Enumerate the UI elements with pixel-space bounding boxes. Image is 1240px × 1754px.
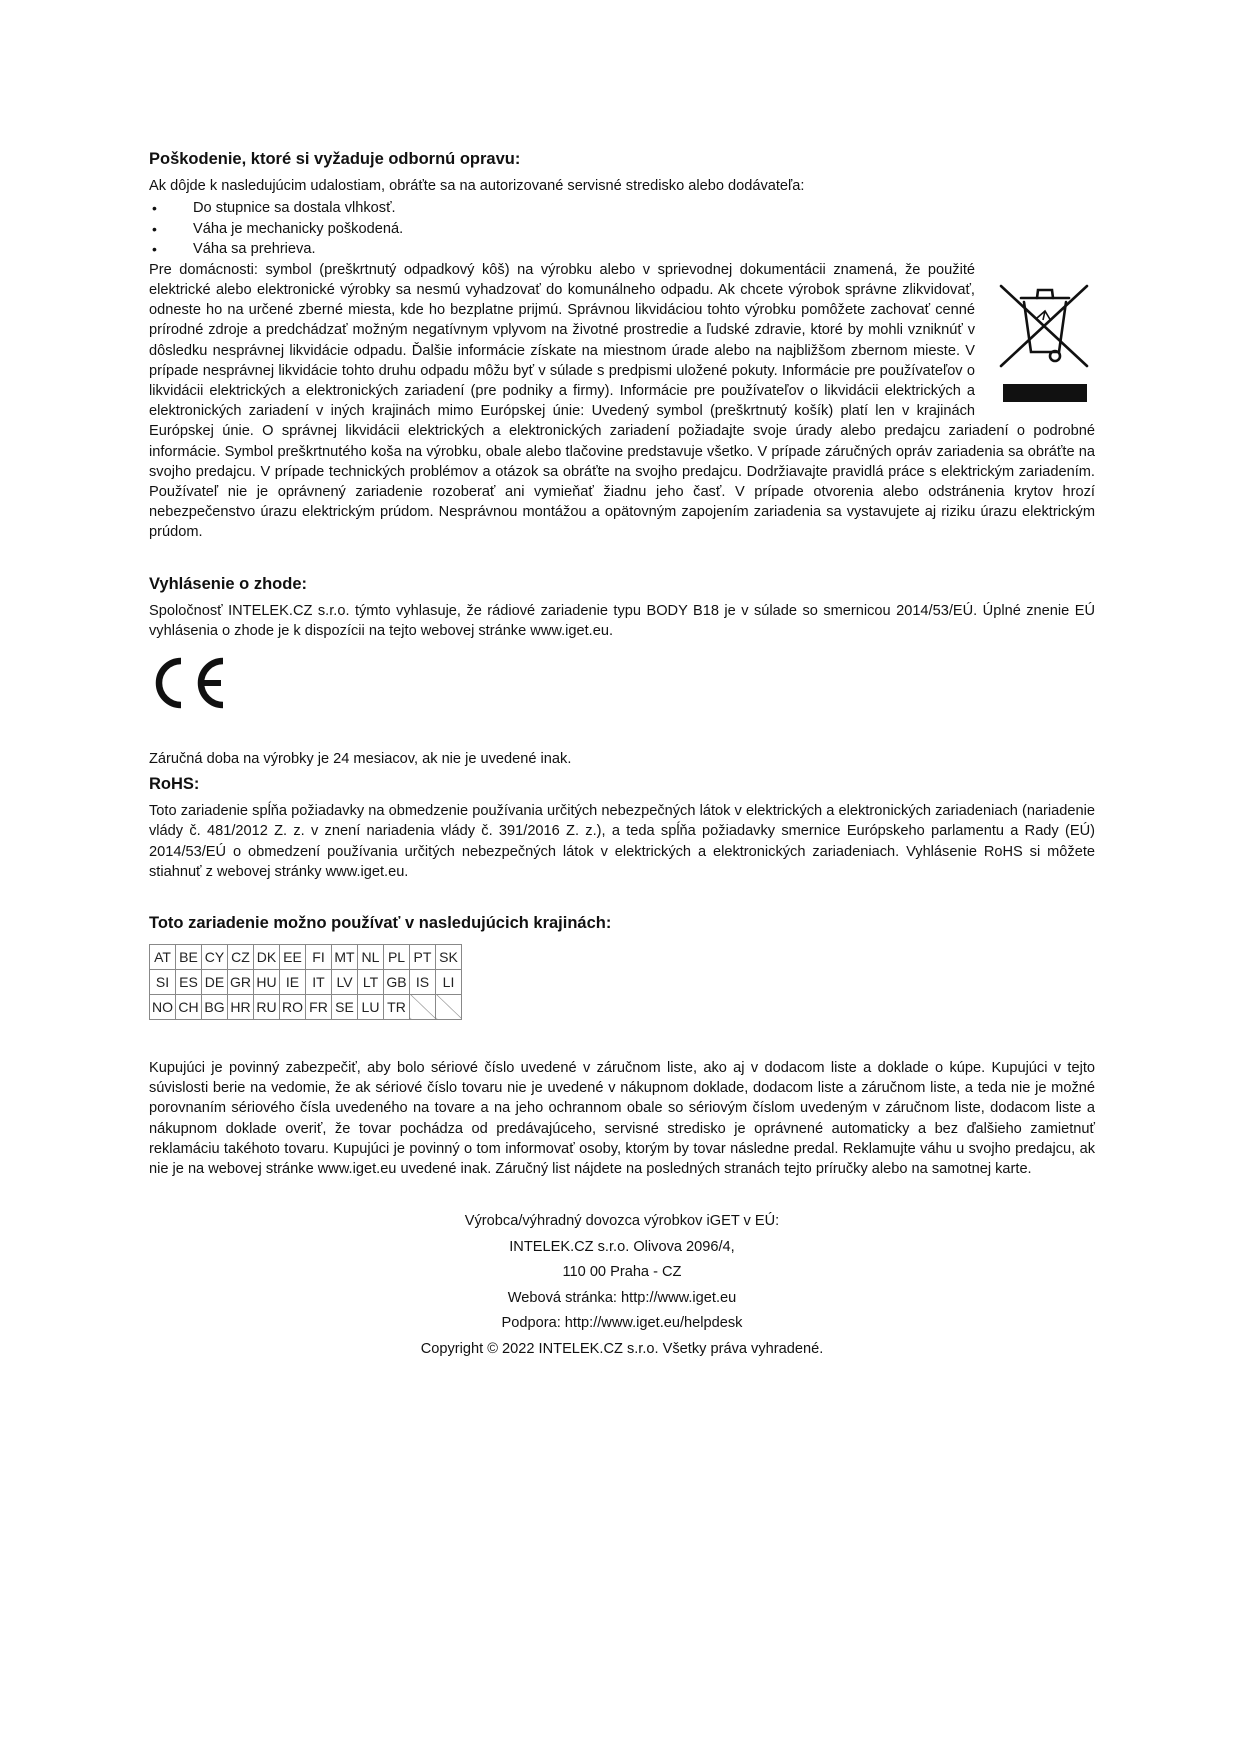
footer-line: Webová stránka: http://www.iget.eu xyxy=(507,1289,737,1306)
footer-line: INTELEK.CZ s.r.o. Olivova 2096/4, xyxy=(509,1238,735,1255)
repair-heading: Poškodenie, ktoré si vyžaduje odbornú opravu: xyxy=(149,150,521,168)
country-cell: HU xyxy=(254,969,280,994)
rohs-text: Toto zariadenie spĺňa požiadavky na obmedzenie používania určitých nebezpečných látok v elektrických a elektronických zariadeniach (nariadenie vlády č. 481/2012 Z. z. v znení nariadenia vlády č. 391/2016 Z. z.), a teda spĺňa požiadavky smernice Európskeho parlamentu a Rady (EÚ) 2014/53/EÚ o obmedzení používania určitých nebezpečných látok v elektrických a elektronických zariadeniach. Vyhlásenie RoHS si môžete stiahnuť z webovej stránky www.iget.eu. xyxy=(149,803,1095,880)
list-item: • Váha sa prehrieva. xyxy=(149,239,1095,260)
country-cell: BG xyxy=(202,994,228,1019)
manufacturer-footer xyxy=(149,1209,1095,1362)
country-cell: RO xyxy=(280,994,306,1019)
serial-text: Kupujúci je povinný zabezpečiť, aby bolo sériové číslo uvedené v záručnom liste, ako aj v dodacom liste a doklade o kúpe. Kupujúci v tejto súvislosti berie na vedomie, že ak sériové číslo tovaru nie je uvedené v nákupnom doklade, dodacom liste a záručnom liste, a teda nie je možné porovnaním sériového čísla uvedeného na tovare a na jeho ochrannom obale so sériovým číslom uvedeným v záručnom liste, dodacom liste a nákupnom doklade overiť, že tovar pochádza od predávajúceho, servisné stredisko je oprávnené automaticky a bez ďalšieho zamietnuť reklamáciu takéhoto tovaru. Kupujúci je povinný o tom informovať osoby, ktorým by tovar následne predal. Reklamujte váhu u svojho predajcu, ak nie je na webovej stránke www.iget.eu uvedené inak. Záručný list nájdete na posledných stranách tejto príručky alebo na samotnej karte. xyxy=(149,1059,1095,1177)
footer-line: Podpora: http://www.iget.eu/helpdesk xyxy=(501,1315,743,1332)
country-cell: MT xyxy=(332,944,358,969)
country-cell: GB xyxy=(384,969,410,994)
list-item: • Váha je mechanicky poškodená. xyxy=(149,219,1095,240)
disposal-text: Pre domácnosti: symbol (preškrtnutý odpadkový kôš) na výrobku alebo v sprievodnej dokumentácii znamená, že použité elektrické alebo elektronické výrobky sa nesmú vyhadzovať do komunálneho odpadu. Ak chcete výrobok správne zlikvidovať, odneste ho na určené zberné miesta, kde ho bezplatne prijmú. Správnou likvidáciou tohto výrobku pomôžete zachovať cenné prírodné zdroje a predchádzať možným negatívnym vplyvom na životné prostredie a ľudské zdravie, ktoré by mohli vzniknúť v dôsledku nesprávnej likvidácie odpadu. Ďalšie informácie získate na miestnom úrade alebo na najbližšom zbernom mieste. V prípade nesprávnej likvidácie tohto druhu odpadu môžu byť v súlade s predpismi uložené pokuty. Informácie pre používateľov o likvidácii elektrických a elektronických zariadení (pre podniky a firmy). Informácie pre používateľov o likvidácii elektrických a elektronických zariadení v iných krajinách mimo Európskej únie: Uvedený symbol (preškrtnutý košík) platí len v krajinách Európskej únie. O správnej likvidácii elektrických a elektronických zariadení požiadajte svoje úrady alebo predajcu zariadení o podrobné informácie. Symbol preškrtnutého koša na výrobku, obale alebo tlačovine predstavuje všetko. V prípade záručných opráv zariadenia sa obráťte na svojho predajcu. V prípade technických problémov a otázok sa obráťte na svojho predajcu. Dodržiavajte pravidlá práce s elektrickým zariadením. Používateľ nie je oprávnený zariadenie rozoberať ani vymieňať žiadnu jeho časť. V prípade otvorenia alebo odstránenia krytov hrozí nebezpečenstvo úrazu elektrickým prúdom. Nesprávnou montážou a opätovným zapojením zariadenia sa vystavujete aj riziku úrazu elektrickým prúdom. xyxy=(149,261,1095,541)
country-cell: FR xyxy=(306,994,332,1019)
list-item: • Do stupnice sa dostala vlhkosť. xyxy=(149,198,1095,219)
countries-heading: Toto zariadenie možno používať v nasledujúcich krajinách: xyxy=(149,913,612,932)
footer-line: Výrobca/výhradný dovozca výrobkov iGET v EÚ: xyxy=(464,1213,780,1230)
empty-country-cell xyxy=(410,994,436,1019)
country-cell: AT xyxy=(150,944,176,969)
country-cell: IS xyxy=(410,969,436,994)
country-cell: ES xyxy=(176,969,202,994)
country-cell: PL xyxy=(384,944,410,969)
country-cell: LV xyxy=(332,969,358,994)
conformity-heading: Vyhlásenie o zhode: xyxy=(149,574,308,593)
conformity-text: Spoločnosť INTELEK.CZ s.r.o. týmto vyhlasuje, že rádiové zariadenie typu BODY B18 je v súlade so smernicou 2014/53/EÚ. Úplné znenie EÚ vyhlásenia o zhode je k dispozícii na tejto webovej stránke www.iget.eu. xyxy=(149,602,1095,639)
country-cell: SK xyxy=(436,944,462,969)
footer-line: 110 00 Praha - CZ xyxy=(562,1264,682,1281)
country-cell: IE xyxy=(280,969,306,994)
country-cell: CZ xyxy=(228,944,254,969)
countries-table xyxy=(149,944,462,1020)
table-row xyxy=(150,944,462,969)
country-cell: TR xyxy=(384,994,410,1019)
warranty-text: Záručná doba na výrobky je 24 mesiacov, ak nie je uvedené inak. xyxy=(149,750,572,767)
country-cell: NL xyxy=(358,944,384,969)
country-cell: GR xyxy=(228,969,254,994)
country-cell: DK xyxy=(254,944,280,969)
country-cell: SI xyxy=(150,969,176,994)
repair-bullet-list xyxy=(149,198,1095,260)
country-cell: LT xyxy=(358,969,384,994)
repair-intro: Ak dôjde k nasledujúcim udalostiam, obráťte sa na autorizované servisné stredisko alebo dodávateľa: xyxy=(149,178,805,194)
country-cell: FI xyxy=(306,944,332,969)
country-cell: IT xyxy=(306,969,332,994)
table-row xyxy=(150,994,462,1019)
country-cell: RU xyxy=(254,994,280,1019)
country-cell: HR xyxy=(228,994,254,1019)
country-cell: BE xyxy=(176,944,202,969)
footer-line: Copyright © 2022 INTELEK.CZ s.r.o. Všetky práva vyhradené. xyxy=(420,1340,824,1357)
rohs-heading: RoHS: xyxy=(149,775,200,794)
country-cell: LU xyxy=(358,994,384,1019)
country-cell: SE xyxy=(332,994,358,1019)
country-cell: EE xyxy=(280,944,306,969)
country-cell: DE xyxy=(202,969,228,994)
ce-mark-icon xyxy=(149,653,229,713)
document-page xyxy=(149,148,1095,1362)
weee-crossed-bin-icon xyxy=(995,266,1095,412)
empty-country-cell xyxy=(436,994,462,1019)
country-cell: PT xyxy=(410,944,436,969)
country-cell: CY xyxy=(202,944,228,969)
country-cell: CH xyxy=(176,994,202,1019)
table-row xyxy=(150,969,462,994)
country-cell: LI xyxy=(436,969,462,994)
country-cell: NO xyxy=(150,994,176,1019)
